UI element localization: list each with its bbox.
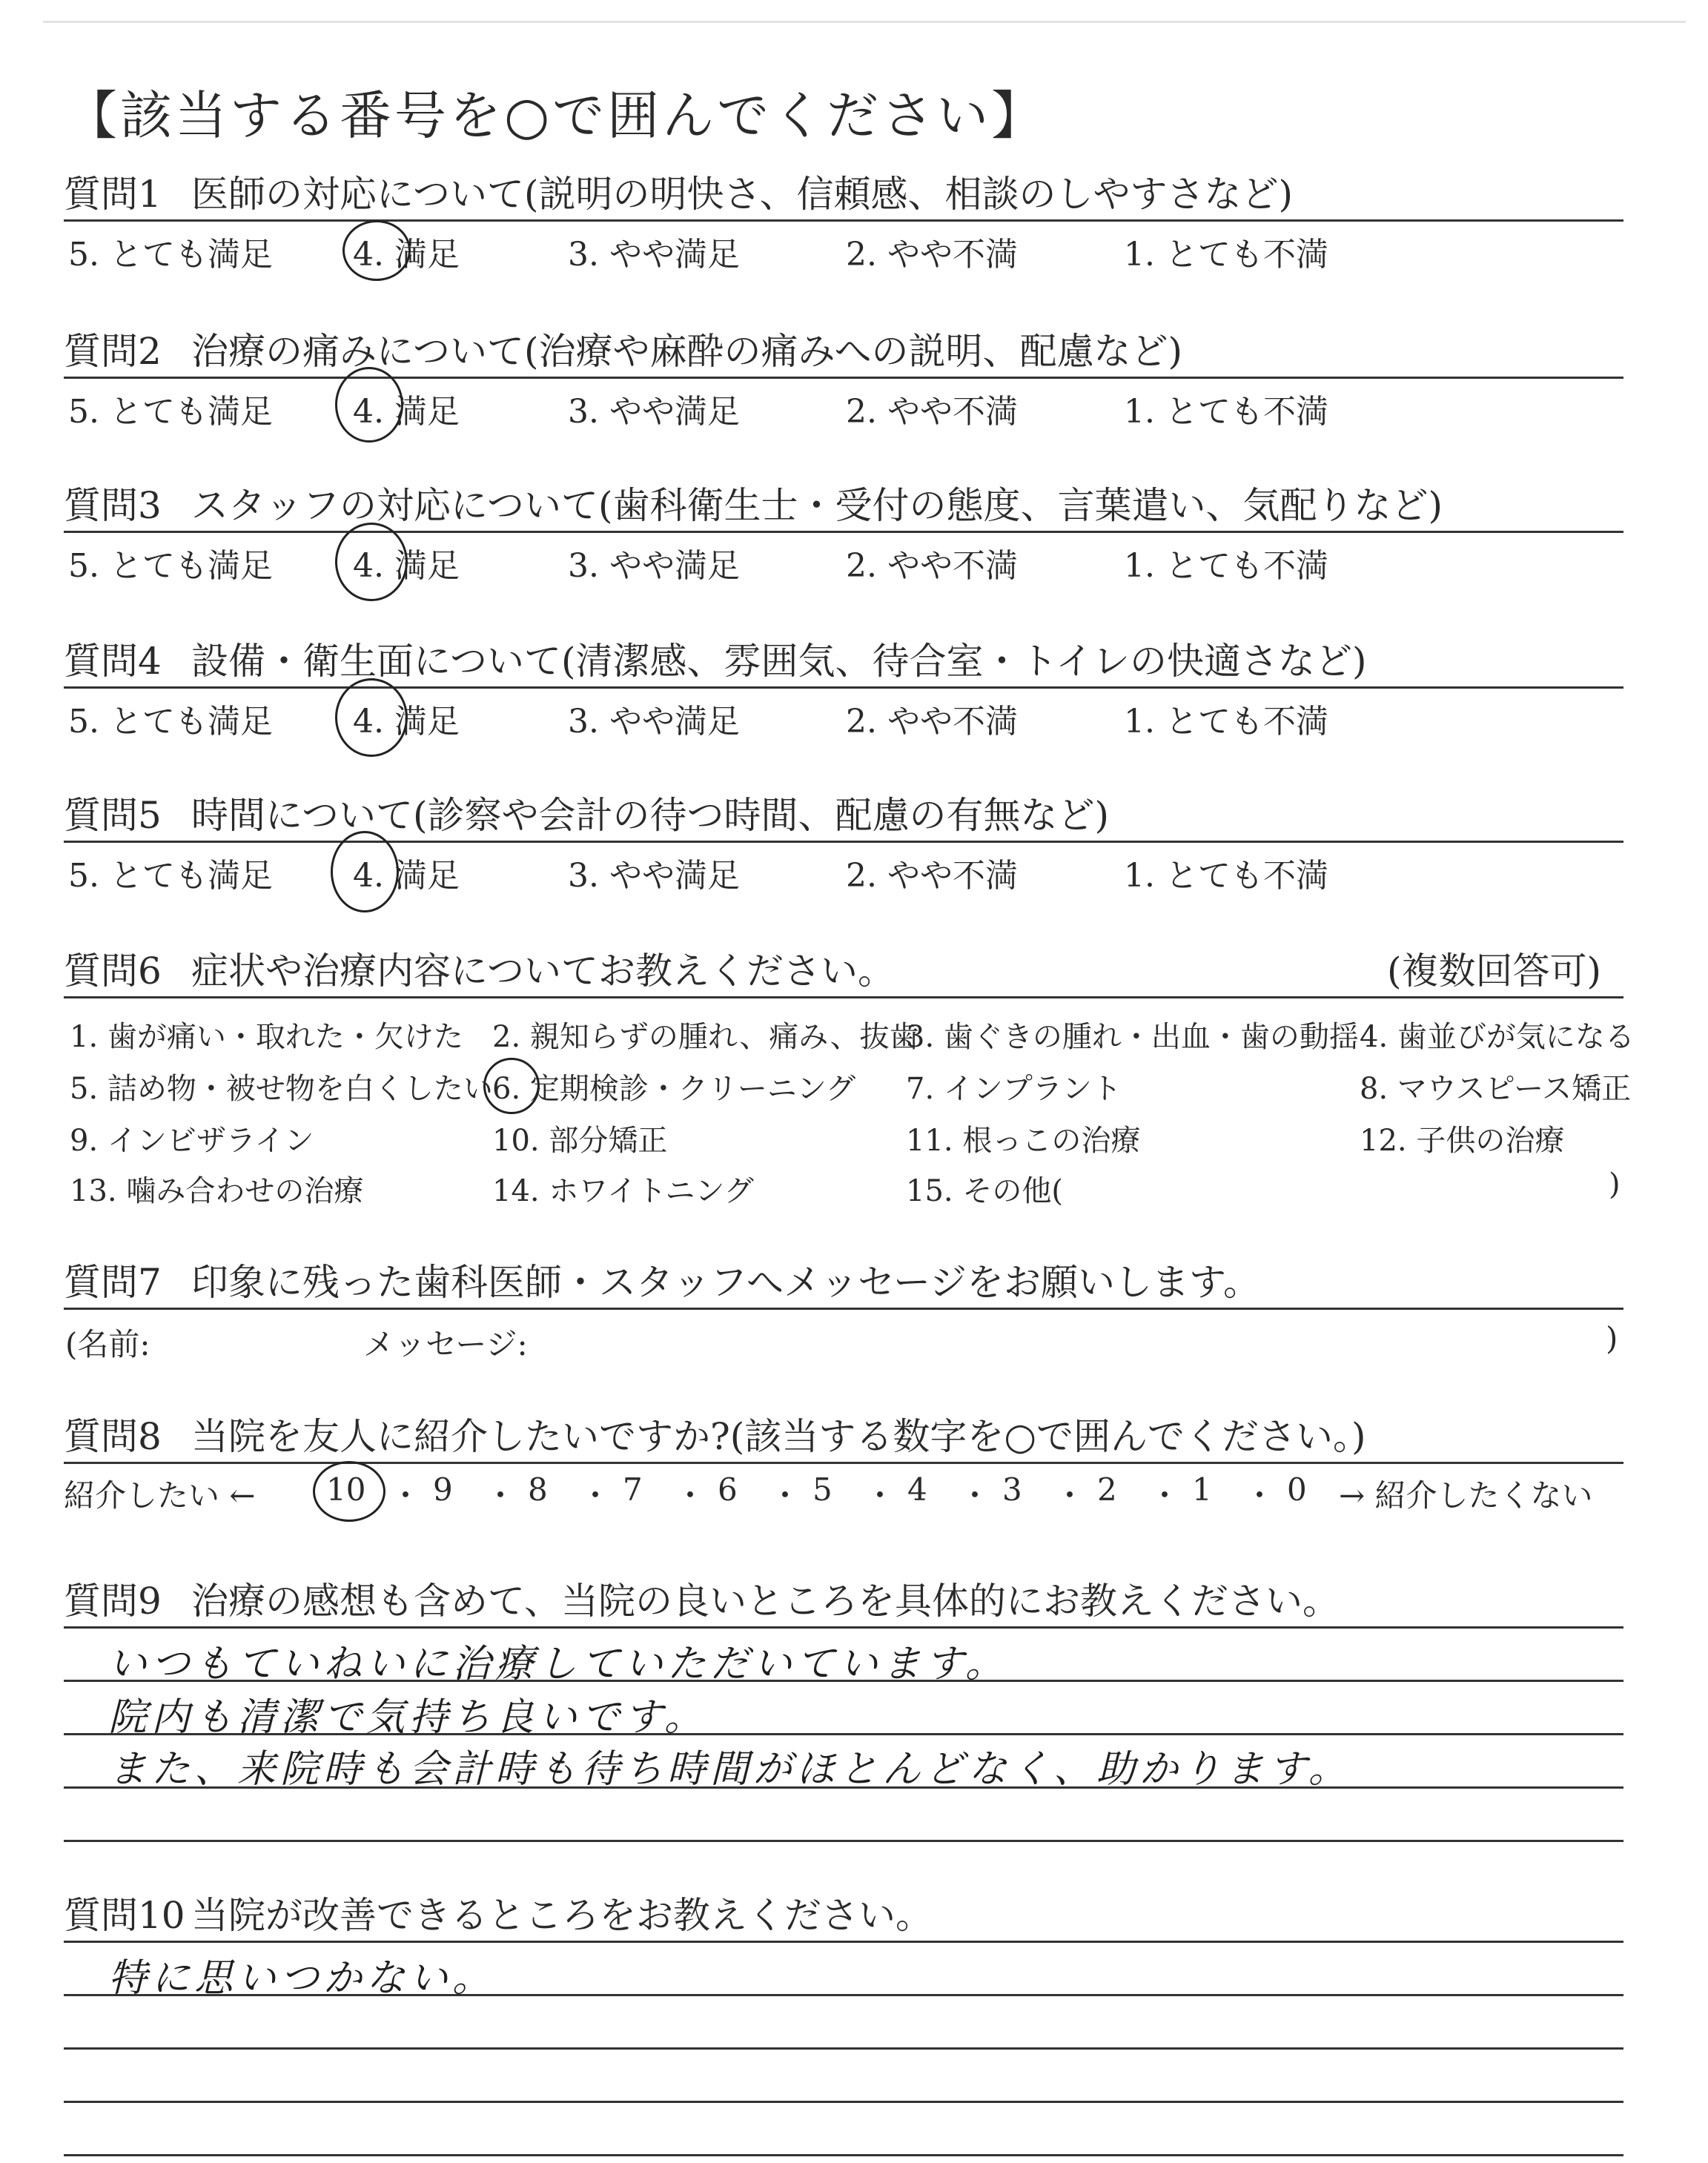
- question-text: 症状や治療内容についてお教えください。: [191, 950, 895, 993]
- question-number: 質問7: [64, 1261, 162, 1304]
- question-number: 質問2: [64, 330, 162, 373]
- scale-dot: ・: [959, 1477, 991, 1514]
- scale-value[interactable]: 8: [528, 1471, 548, 1508]
- handwritten-answer: いつもていねいに治療していただいています。: [108, 1642, 1008, 1686]
- rating-options: [64, 689, 1623, 741]
- handwritten-answer: また、来院時も会計時も待ち時間がほとんどなく、助かります。: [108, 1747, 1351, 1792]
- question-1: [64, 169, 1623, 274]
- question-number: 質問1: [64, 173, 162, 216]
- option-3[interactable]: 3. やや満足: [568, 857, 740, 895]
- option-4[interactable]: 4. 満足: [353, 547, 460, 585]
- rating-options: [64, 843, 1623, 895]
- scale-dot: ・: [864, 1477, 896, 1514]
- message-label: メッセージ:: [363, 1326, 528, 1362]
- symptom-option[interactable]: 10. 部分矯正: [492, 1124, 668, 1158]
- scale-dot: ・: [390, 1477, 422, 1514]
- scale-right-label: → 紹介したくない: [1339, 1477, 1593, 1514]
- question-text: 医師の対応について(説明の明快さ、信頼感、相談のしやすさなど): [191, 173, 1294, 216]
- symptom-option[interactable]: 5. 詰め物・被せ物を白くしたい: [70, 1072, 493, 1106]
- handwritten-answer: 院内も清潔で気持ち良いです。: [108, 1695, 707, 1740]
- option-1[interactable]: 1. とても不満: [1124, 857, 1328, 895]
- symptom-option[interactable]: 9. インビザライン: [70, 1124, 314, 1158]
- question-text: 治療の痛みについて(治療や麻酔の痛みへの説明、配慮など): [191, 330, 1183, 373]
- option-1[interactable]: 1. とても不満: [1124, 703, 1328, 741]
- symptom-option[interactable]: 6. 定期検診・クリーニング: [492, 1072, 856, 1106]
- question-9: [64, 1576, 1623, 1893]
- page-title: 【該当する番号を○で囲んでください】: [65, 85, 1047, 146]
- multiple-answer-note: (複数回答可): [1386, 950, 1601, 993]
- option-3[interactable]: 3. やや満足: [568, 393, 740, 431]
- option-2[interactable]: 2. やや不満: [846, 236, 1018, 274]
- rating-options: [64, 379, 1623, 431]
- name-label: (名前:: [65, 1326, 150, 1362]
- scale-value[interactable]: 3: [1002, 1471, 1022, 1508]
- answer-line: [64, 1941, 1623, 1943]
- option-2[interactable]: 2. やや不満: [846, 393, 1018, 431]
- symptom-option[interactable]: 2. 親知らずの腫れ、痛み、抜歯: [492, 1020, 919, 1054]
- question-8: [64, 1411, 1623, 1517]
- question-text: 治療の感想も含めて、当院の良いところを具体的にお教えください。: [191, 1580, 1340, 1623]
- question-text: 当院が改善できるところをお教えください。: [191, 1894, 933, 1937]
- rating-options: [64, 533, 1623, 585]
- scale-value[interactable]: 9: [433, 1471, 453, 1508]
- option-3[interactable]: 3. やや満足: [568, 703, 740, 741]
- option-4[interactable]: 4. 満足: [353, 393, 460, 431]
- question-text: 印象に残った歯科医師・スタッフへメッセージをお願いします。: [191, 1261, 1260, 1304]
- question-2: [64, 326, 1623, 431]
- question-number: 質問8: [64, 1415, 162, 1458]
- question-5: [64, 790, 1623, 895]
- answer-line: [64, 2047, 1623, 2050]
- option-4[interactable]: 4. 満足: [353, 857, 460, 895]
- scale-value[interactable]: 4: [907, 1471, 927, 1508]
- answer-line: [64, 2101, 1623, 2103]
- close-paren: ): [1606, 1320, 1618, 1357]
- option-2[interactable]: 2. やや不満: [846, 857, 1018, 895]
- answer-area[interactable]: [64, 1941, 1623, 2163]
- selection-circle: [335, 678, 408, 757]
- selection-circle: [335, 523, 408, 601]
- symptom-option[interactable]: 12. 子供の治療: [1360, 1124, 1565, 1158]
- scale-value[interactable]: 0: [1287, 1471, 1307, 1508]
- option-1[interactable]: 1. とても不満: [1124, 236, 1328, 274]
- option-5[interactable]: 5. とても満足: [68, 547, 273, 585]
- handwritten-answer: 特に思いつかない。: [108, 1956, 496, 2001]
- scale-dot: ・: [580, 1477, 612, 1514]
- selection-circle: [342, 220, 411, 281]
- scale-value[interactable]: 7: [623, 1471, 643, 1508]
- rating-options: [64, 222, 1623, 274]
- option-5[interactable]: 5. とても満足: [68, 236, 273, 274]
- answer-line: [64, 1840, 1623, 1842]
- option-5[interactable]: 5. とても満足: [68, 703, 273, 741]
- symptom-option[interactable]: 4. 歯並びが気になる: [1360, 1020, 1635, 1054]
- scale-value[interactable]: 1: [1192, 1471, 1212, 1508]
- message-field[interactable]: [64, 1310, 1623, 1362]
- selection-circle: [335, 367, 403, 443]
- option-3[interactable]: 3. やや満足: [568, 547, 740, 585]
- question-number: 質問10: [64, 1894, 185, 1937]
- option-5[interactable]: 5. とても満足: [68, 393, 273, 431]
- question-7: [64, 1257, 1623, 1362]
- question-4: [64, 636, 1623, 741]
- recommend-scale: [64, 1464, 1623, 1517]
- question-number: 質問4: [64, 640, 162, 683]
- scale-dot: ・: [675, 1477, 706, 1514]
- symptom-options: [64, 998, 1635, 1208]
- question-text: 当院を友人に紹介したいですか?(該当する数字を○で囲んでください。): [191, 1415, 1366, 1458]
- scale-value[interactable]: 6: [718, 1471, 738, 1508]
- scale-value[interactable]: 2: [1097, 1471, 1117, 1508]
- other-close-paren: ): [1609, 1167, 1621, 1202]
- option-2[interactable]: 2. やや不満: [846, 703, 1018, 741]
- question-number: 質問3: [64, 484, 162, 527]
- scale-dot: ・: [1244, 1477, 1276, 1514]
- option-1[interactable]: 1. とても不満: [1124, 393, 1328, 431]
- question-6: [64, 946, 1635, 1208]
- symptom-option[interactable]: 14. ホワイトニング: [492, 1174, 754, 1208]
- symptom-option[interactable]: 7. インプラント: [906, 1072, 1122, 1106]
- option-2[interactable]: 2. やや不満: [846, 547, 1018, 585]
- symptom-option[interactable]: 13. 噛み合わせの治療: [70, 1174, 364, 1208]
- selection-circle: [483, 1058, 540, 1114]
- question-3: [64, 480, 1623, 585]
- selection-circle: [331, 831, 399, 912]
- option-5[interactable]: 5. とても満足: [68, 857, 273, 895]
- question-text: スタッフの対応について(歯科衛生士・受付の態度、言葉遣い、気配りなど): [191, 484, 1443, 527]
- answer-line: [64, 2154, 1623, 2156]
- question-number: 質問6: [64, 950, 162, 993]
- symptom-option[interactable]: 8. マウスピース矯正: [1360, 1072, 1632, 1106]
- option-4[interactable]: 4. 満足: [353, 236, 460, 274]
- top-border: [43, 21, 1686, 23]
- answer-line: [64, 1626, 1623, 1629]
- scale-value[interactable]: 5: [812, 1471, 833, 1508]
- symptom-option[interactable]: 15. その他(: [906, 1174, 1063, 1208]
- symptom-option[interactable]: 3. 歯ぐきの腫れ・出血・歯の動揺: [906, 1020, 1359, 1054]
- selection-circle: [313, 1461, 385, 1522]
- symptom-option[interactable]: 11. 根っこの治療: [906, 1124, 1141, 1158]
- scale-value[interactable]: 10: [326, 1471, 366, 1508]
- option-4[interactable]: 4. 満足: [353, 703, 460, 741]
- question-text: 設備・衛生面について(清潔感、雰囲気、待合室・トイレの快適さなど): [191, 640, 1367, 683]
- scale-dot: ・: [769, 1477, 801, 1514]
- scale-dot: ・: [1054, 1477, 1086, 1514]
- answer-area[interactable]: [64, 1626, 1623, 1893]
- scale-left-label: 紹介したい ←: [64, 1477, 256, 1514]
- scale-dot: ・: [1149, 1477, 1181, 1514]
- symptom-option[interactable]: 1. 歯が痛い・取れた・欠けた: [70, 1020, 463, 1054]
- question-text: 時間について(診察や会計の待つ時間、配慮の有無など): [191, 794, 1110, 837]
- option-3[interactable]: 3. やや満足: [568, 236, 740, 274]
- question-number: 質問5: [64, 794, 162, 837]
- question-number: 質問9: [64, 1580, 162, 1623]
- question-10: [64, 1890, 1623, 2163]
- option-1[interactable]: 1. とても不満: [1124, 547, 1328, 585]
- scale-dot: ・: [485, 1477, 517, 1514]
